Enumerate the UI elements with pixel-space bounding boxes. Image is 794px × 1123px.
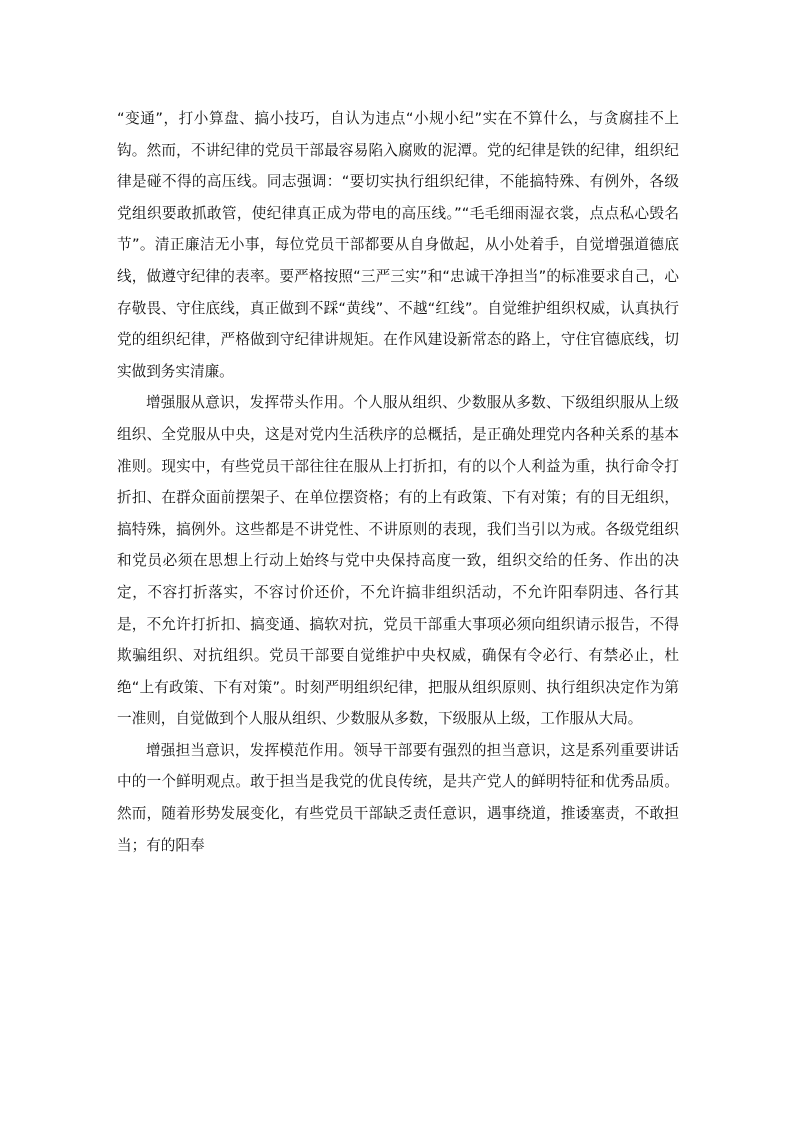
document-page bbox=[117, 103, 679, 861]
paragraph-discipline: “变通”，打小算盘、搞小技巧，自认为违点“小规小纪”实在不算什么，与贪腐挂不上钩。然而，不讲纪律的党员干部最容易陷入腐败的泥潭。党的纪律是铁的纪律，组织纪律是碰不得的高压线。同志强调：“要切实执行组织纪律，不能搞特殊、有例外，各级党组织要敢抓敢管，使纪律真正成为带电的高压线。”“毛毛细雨湿衣裳，点点私心毁名节”。清正廉洁无小事，每位党员干部都要从自身做起，从小处着手，自觉增强道德底线，做遵守纪律的表率。要严格按照“三严三实”和“忠诚干净担当”的标准要求自己，心存敬畏、守住底线，真正做到不踩“黄线”、不越“红线”。自觉维护组织权威，认真执行党的组织纪律，严格做到守纪律讲规矩。在作风建设新常态的路上，守住官德底线，切实做到务实清廉。 bbox=[117, 110, 679, 380]
paragraph-responsibility: 增强担当意识，发挥模范作用。领导干部要有强烈的担当意识，这是系列重要讲话中的一个鲜明观点。敢于担当是我党的优良传统，是共产党人的鲜明特征和优秀品质。然而，随着形势发展变化，有些党员干部缺乏责任意识，遇事绕道，推诿塞责，不敢担当；有的阳奉 bbox=[117, 741, 679, 854]
paragraph-obedience: 增强服从意识，发挥带头作用。个人服从组织、少数服从多数、下级组织服从上级组织、全党服从中央，这是对党内生活秩序的总概括，是正确处理党内各种关系的基本准则。现实中，有些党员干部往往在服从上打折扣，有的以个人利益为重，执行命令打折扣、在群众面前摆架子、在单位摆资格；有的上有政策、下有对策；有的目无组织，搞特殊，搞例外。这些都是不讲党性、不讲原则的表现，我们当引以为戒。各级党组织和党员必须在思想上行动上始终与党中央保持高度一致，组织交给的任务、作出的决定，不容打折落实，不容讨价还价，不允许搞非组织活动，不允许阳奉阴违、各行其是，不允许打折扣、搞变通、搞软对抗，党员干部重大事项必须向组织请示报告，不得欺骗组织、对抗组织。党员干部要自觉维护中央权威，确保有令必行、有禁必止，杜绝“上有政策、下有对策”。时刻严明组织纪律，把服从组织原则、执行组织决定作为第一准则，自觉做到个人服从组织、少数服从多数，下级服从上级，工作服从大局。 bbox=[117, 394, 679, 728]
